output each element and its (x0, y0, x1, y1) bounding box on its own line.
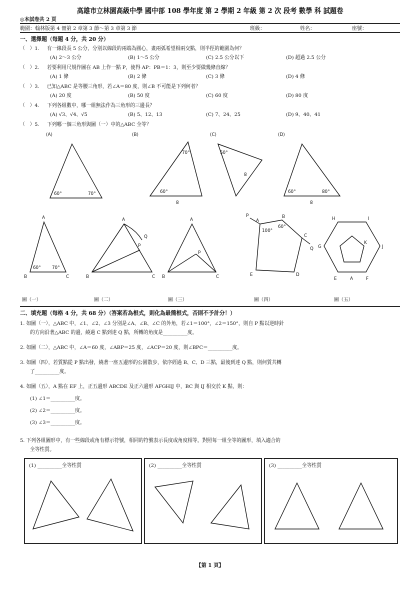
fig4-label-c: C (304, 234, 308, 239)
q3-number: （ ）3. (20, 84, 40, 90)
fill-q1-line2: 的方向沿著△ABC 的邊，繞過 C 點到達 Q 點，所轉的角度是__________度。 (30, 330, 198, 336)
name-label: 姓名： (300, 26, 316, 32)
fig3-label-p: P (198, 251, 201, 256)
box1-figure (29, 473, 137, 539)
q2-option-d: (D) 4 條 (286, 74, 305, 80)
fill-q4-part2: (2) ∠2＝__________度。 (30, 408, 85, 414)
q2-option-a: (A) 1 條 (50, 74, 69, 80)
fig3-label-c: C (216, 275, 220, 280)
section1-title: 一、選擇題（每題 4 分，共 20 分） (20, 37, 109, 43)
fill-q1-line1: 1. 如圖（一），△ABC 中，∠1、∠2、∠3 分別是∠A、∠B、∠C 的外角，若∠1＝100°，∠2＝150°，則自 P 點以逆時針 (20, 321, 284, 327)
fig2-triangle (92, 224, 152, 272)
choice-d-side: 8 (310, 201, 313, 206)
q4-option-c: (C) 7、24、25 (206, 112, 241, 118)
box3-figure (269, 473, 393, 539)
choice-a-triangle (50, 144, 102, 198)
fill-q3-line2: 了__________度。 (30, 369, 70, 375)
fig4-label-b: B (282, 215, 286, 220)
q3-option-c: (C) 60 度 (206, 93, 228, 99)
fig3-label-b: B (162, 275, 166, 280)
fill-q5-line2: 全等性質。 (30, 447, 55, 453)
fill-q4-part1: (1) ∠1＝__________度。 (30, 396, 85, 402)
fig3-label-a: A (190, 218, 194, 223)
fig2-caption: 圖（二） (94, 298, 114, 303)
fig4-label-p: P (246, 214, 249, 219)
q1-option-c: (C) 2.5 公分以下 (206, 55, 245, 61)
q2-text: 若要利用尺規作圖在 AB 上作一點 P，使得 AP：PB＝1：3，則至少要做幾條直線？ (47, 65, 231, 71)
fig5-label-j: J (382, 245, 384, 250)
fig5-label-i: I (368, 217, 370, 222)
fig2-label-c: C (152, 275, 156, 280)
box2-figure (149, 473, 257, 539)
fig1-angle-c: 70° (52, 266, 60, 271)
fig3-triangle (168, 224, 216, 272)
fill-q4: 4. 如圖（五），A 點在 EF 上，正五邊形 ABCDE 及正六邊形 AFGHIJ 中，BC 與 IJ 相交於 K 點，則： (20, 384, 248, 390)
fill-q2: 2. 如圖（二），△ABC 中，∠A＝60 度，∠ABP＝25 度，∠ACP＝20 度，則∠BPC＝__________度。 (20, 345, 243, 351)
choice-d-label: (D) (278, 133, 285, 138)
q5-number: （ ）5. (20, 122, 40, 128)
q5-text: 下列哪一個三角形與圖（一）中的△ABC 全等？ (47, 122, 152, 128)
q3-option-d: (D) 80 度 (286, 93, 308, 99)
fig4-angle-1: 100° (262, 229, 273, 234)
q3-option-b: (B) 50 度 (128, 93, 150, 99)
fig1-angle-b: 60° (33, 266, 41, 271)
diagram-figures-row (20, 210, 400, 294)
choice-b-angle1: 60° (160, 190, 168, 195)
box3-label: (3) __________全等性質 (269, 463, 322, 469)
exam-title: 高雄市立林園高級中學 國中部 108 學年度 第 2 學期 2 年級 第 2 次 段考 數學 科 試題卷 (76, 7, 344, 15)
fig1-label-b: B (24, 275, 28, 280)
q4-option-d: (D) 9、40、41 (286, 112, 321, 118)
fig5-label-h: H (332, 217, 336, 222)
choice-a-angle2: 70° (88, 192, 96, 197)
q4-option-b: (B) 5、12、13 (128, 112, 163, 118)
q4-number: （ ）4. (20, 103, 40, 109)
fig5-pentagon (340, 236, 364, 262)
fig5-label-a: A (350, 277, 354, 282)
fig4-angle-2: 60° (278, 225, 286, 230)
fig5-caption: 圖（五） (334, 298, 354, 303)
header-rule-top (20, 23, 400, 24)
choice-c-angle: 50° (220, 151, 228, 156)
fig4-label-d: D (296, 273, 300, 278)
choice-c-side: 8 (244, 173, 247, 178)
fill-q3-line1: 3. 如圖（四），若質點從 P 點出發，繞著一座五邊形的公園散步，依序經過 B、C、D 三點，最後到達 Q 點，則何質共轉 (20, 360, 282, 366)
q2-number: （ ）2. (20, 65, 40, 71)
q5-choice-figures (40, 130, 380, 206)
q4-option-a: (A) √3、√4、√5 (50, 112, 88, 118)
q1-number: （ ）1. (20, 46, 40, 52)
box1-label: (1) __________全等性質 (29, 463, 82, 469)
q1-text: 有一線段長 5 公分，分別以線段的兩端為圓心，畫兩弧希望相兩交點，則半徑的範圍為何？ (47, 46, 244, 52)
q4-text: 下列各組數中，哪一組無法作為三角形的三邊長？ (47, 103, 155, 109)
congruence-box-3 (264, 458, 398, 544)
fig5-label-f: F (366, 277, 369, 282)
page-footer: 【第 1 頁】 (196, 563, 224, 569)
class-label: 班級： (250, 26, 266, 32)
choice-a-label: (A) (46, 133, 53, 138)
box2-label: (2) __________全等性質 (149, 463, 202, 469)
choice-b-angle2: 70° (182, 151, 190, 156)
fig4-label-q: Q (310, 247, 314, 252)
fig2-label-a: A (122, 218, 126, 223)
header-rule-bottom (20, 32, 400, 33)
q2-option-b: (B) 2 條 (128, 74, 147, 80)
fig2-label-q: Q (144, 235, 148, 240)
fig2-label-b: B (86, 275, 90, 280)
q3-text: 已知△ABC 是等腰三角形，若∠A＝80 度，則∠B 不可能是下列何者？ (47, 84, 201, 90)
section2-title: 二、填充題（每格 4 分，共 68 分）（答案若為根式，則化為最簡根式，否則不予計分！） (20, 311, 236, 317)
choice-d-triangle (284, 144, 340, 196)
fig5-label-g: G (318, 245, 322, 250)
q1-option-b: (B) 1～5 公分 (128, 55, 160, 61)
choice-c-label: (C) (210, 133, 217, 138)
fig1-label-c: C (66, 275, 70, 280)
fill-q4-part3: (3) ∠3＝__________度。 (30, 420, 85, 426)
fig4-caption: 圖（四） (254, 298, 274, 303)
exam-scope: 範圍：翰林版第 4 冊第 2 章第 3 節～第 3 章第 3 節 (20, 26, 137, 32)
fig3-caption: 圖（三） (168, 298, 188, 303)
choice-d-angle2: 80° (322, 190, 330, 195)
fig1-caption: 圖（一） (22, 298, 42, 303)
fig4-label-e: E (250, 273, 253, 278)
fig4-label-a: A (256, 219, 260, 224)
choice-a-angle1: 60° (54, 192, 62, 197)
q1-option-d: (D) 超過 2.5 公分 (286, 55, 326, 61)
fill-q5-line1: 5. 下列各組圖形中，有一些線段或角有標示符號，相同的符號表示長度或角度相等。對照每一組全等的圖形，填入適合的 (20, 438, 281, 444)
choice-b-triangle (150, 142, 202, 196)
choice-b-side: 8 (176, 201, 179, 206)
q3-option-a: (A) 20 度 (50, 93, 72, 99)
q1-option-a: (A) 2～3 公分 (50, 55, 82, 61)
fig5-hexagon (324, 222, 380, 272)
choice-b-label: (B) (132, 133, 139, 138)
section2-rule (20, 306, 400, 307)
fig1-label-a: A (42, 216, 46, 221)
congruence-box-1 (24, 458, 142, 544)
fig2-label-p: P (138, 244, 141, 249)
fig5-label-k: K (364, 241, 367, 246)
fig5-label-e: E (334, 277, 337, 282)
fig1-triangle (30, 222, 66, 272)
pages-note: ◎本試卷共 2 頁 (20, 17, 57, 23)
choice-d-angle1: 60° (288, 190, 296, 195)
seat-label: 座號： (352, 26, 368, 32)
congruence-box-2 (144, 458, 262, 544)
q2-option-c: (C) 3 條 (206, 74, 225, 80)
